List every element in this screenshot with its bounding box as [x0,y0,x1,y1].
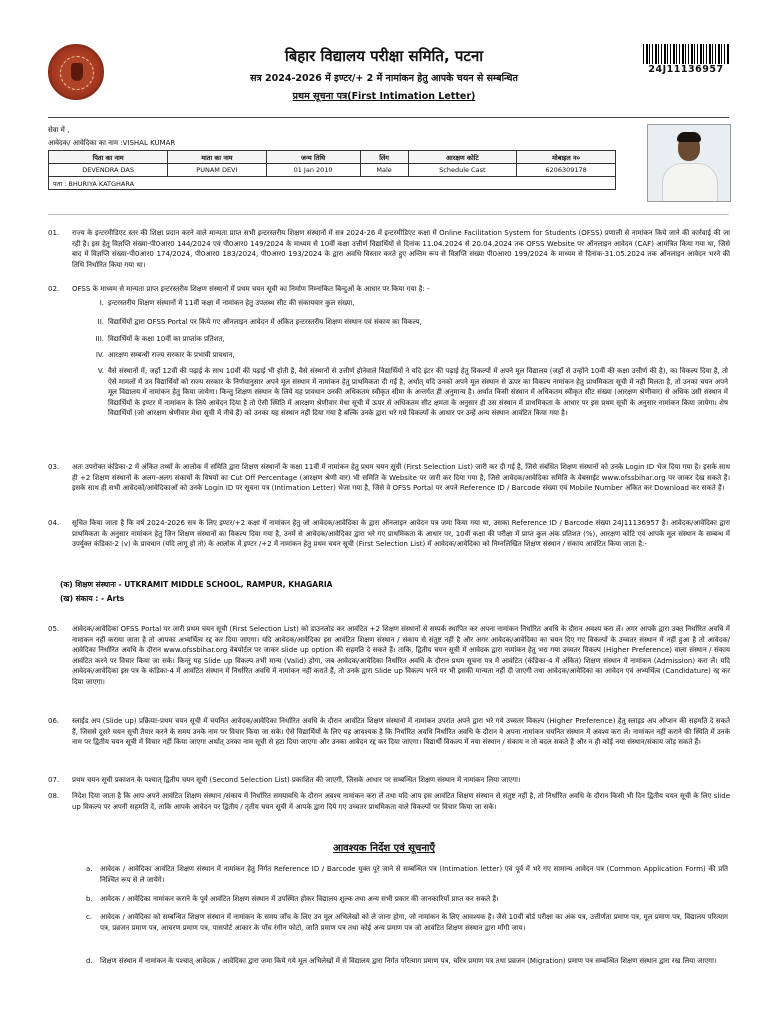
info-header-cell: मोबाइल न० [517,151,616,164]
sub-point-1 [99,298,728,309]
father-name: DEVENDRA DAS [49,164,168,177]
sub-point-number: IV. [95,351,104,359]
instruction-c [86,912,728,933]
paragraph-number: 03. [48,463,60,471]
photo-shirt [662,163,718,202]
paragraph-number: 07. [48,776,60,784]
instruction-number: d. [86,957,93,965]
paragraph-number: 02. [48,285,60,293]
address: पता : BHURIYA KATGHARA [49,177,616,190]
instruction-number: c. [86,913,93,921]
faculty-value: Arts [106,594,125,603]
reservation-category: Schedule Cast [408,164,517,177]
sub-point-5 [97,366,728,419]
allotted-faculty [60,594,124,604]
paragraph-text: OFSS के माध्यम से मान्यता प्राप्त इन्टरस्तरीय शिक्षण संस्थानों में प्रथम चयन सूची का निर्माण निम्नांकित बिन्दुओं के आधार पर किया गया है: - [72,285,430,293]
instruction-text: शिक्षण संस्थान में नामांकन के पश्चात् आवेदक / आवेदिका द्वारा जमा किये गये मूल अभिलेखों में से विद्यालय द्वारा निर्गत परित्याग प्रमाण पत्र, चरित्र प्रमाण पत्र तथा प्रव्रजन (Migration) प्रमाण पत्र सम्बन्धित शिक्षण संस्थान द्वारा रख लिया जाएगा। [100,957,717,965]
applicant-photo [647,124,731,202]
school-value: UTKRAMIT MIDDLE SCHOOL, RAMPUR, KHAGARIA [124,580,333,589]
letter-title: प्रथम सूचना पत्र(First Intimation Letter) [292,91,476,102]
instruction-number: a. [86,865,93,873]
paragraph-number: 06. [48,717,60,725]
instruction-a [86,864,728,885]
sub-point-2 [97,317,728,328]
paragraph-text: सूचित किया जाता है कि वर्ष 2024-2026 सत्र के लिए इण्टर/+2 कक्षा में नामांकन हेतु जो आवेदक/आवेदिका के द्वारा ऑनलाइन आवेदन पत्र जमा किया गया था, उसका Reference ID / Barcode संख्या 24J11136957 है। आवेदक/आवेदिका द्वारा प्राथमिकता के अनुसार नामांकन हेतु जिन शिक्षण संस्थानों का विकल्प दिया गया है, उनमें से आवेदक/आवेदिका द्वारा भरे गए प्राथमिकता के आधार पर, 10वीं कक्षा की परीक्षा में प्राप्त कुल अंक प्रतिशत (%), आरक्षण कोटि एवं आपके मूल संस्थान के सम्बन्ध में उपर्युक्त कंडिका-2 (v) के प्रावधान (यदि लागू हो तो) के आलोक में इण्टर /+2 में नामांकन हेतु प्रथम चयन सूची (First Selection List) में आवेदक/आवेदिका को निम्नलिखित शिक्षण संस्थान / संकाय आवंटित किया जाता है:- [72,519,730,548]
date-of-birth: 01 Jan 2010 [266,164,360,177]
sub-point-text: आरक्षण सम्बन्धी राज्य सरकार के प्रभावी प्रावधान, [108,351,235,359]
sub-point-number: V. [97,367,104,375]
sub-point-text: इन्टरस्तरीय शिक्षण संस्थानों में 11वीं कक्षा में नामांकन हेतु उपलब्ध सीट की संकायवार कुल संख्या, [108,299,355,307]
paragraph-number: 05. [48,625,60,633]
sub-point-number: III. [95,335,104,343]
sub-point-3 [95,334,728,345]
mobile-number: 6206309178 [517,164,616,177]
salutation: सेवा में , [48,126,70,134]
info-header-cell: जन्म तिथि [266,151,360,164]
faculty-label: (ख) संकाय : - [60,594,105,603]
info-header-cell: पिता का नाम [49,151,168,164]
info-value-row [49,164,616,177]
paragraph-03 [48,462,730,494]
applicant-info-table [48,150,616,190]
instruction-text: आवेदक / आवेदिका को सम्बन्धित शिक्षण संस्थान में नामांकन के समय जाँच के लिए उन मूल अभिलेखों को ले जाना होगा, जो नामांकन के लिए आवश्यक है। जैसे 10वीं बोर्ड परीक्षा का अंक पत्र, उत्तीर्णता प्रमाण पत्र, मूल प्रमाण पत्र, विद्यालय परित्याग पत्र, प्रव्रजन प्रमाण पत्र, आचरण प्रमाण पत्र, पासपोर्ट आकार के पाँच रंगीन फोटो, जाति प्रमाण पत्र तथा कोई अन्य प्रमाण पत्र जो आवंटित शिक्षण संस्थान द्वारा माँगी जाय। [100,913,728,932]
gender: Male [360,164,408,177]
photo-hair [677,132,701,142]
allotted-school [60,580,332,590]
paragraph-text: राज्य के इन्टरमीडिएट स्तर की शिक्षा प्रदान करने वाले मान्यता प्राप्त सभी इन्टरस्तरीय शिक्षण संस्थानों में सत्र 2024-26 में इन्टरमीडिएट कक्षा में Online Facilitation System for Students (OFSS) प्रणाली से नामांकन किये जाने की कार्रवाई की जा रही है। इस हेतु विज्ञप्ति संख्या-पी0आर0 144/2024 एवं पी0आर0 149/2024 के माध्यम से 10वीं कक्षा उत्तीर्ण विद्यार्थियों से दिनांक 11.04.2024 से 20.04.2024 तक OFSS Website पर ऑनलाइन आवेदन (CAF) आमंत्रित किया गया था, जिसे बाद में विज्ञप्ति संख्या-पी0आर0 174/2024, पी0आर0 183/2024, पी0आर0 193/2024 के द्वारा अवधि विस्तार करते हुए अन्तिम रूप से विज्ञप्ति संख्या पी0आर0 199/2024 के माध्यम से दिनांक-31.05.2024 तक ऑनलाइन आवेदन भरने की तिथि निर्धारित किया गया था। [72,229,730,269]
info-divider [48,214,729,215]
school-label: (क) शिक्षण संस्थानः - [60,580,122,589]
instruction-number: b. [86,895,93,903]
paragraph-number: 01. [48,229,60,237]
letter-subtitle: सत्र 2024-2026 में इण्टर/+ 2 में नामांकन हेतु आपके चयन से सम्बन्धित [250,73,518,84]
sub-point-text: विद्यार्थियों द्वारा OFSS Portal पर किये गए ऑनलाइन आवेदन में अंकित इन्टरस्तरीय शिक्षण संस्थान एवं संकाय का विकल्प, [108,318,422,326]
info-header-row [49,151,616,164]
paragraph-08 [48,791,730,812]
instructions-title: आवश्यक निर्देश एवं सूचनाएँ [332,843,436,854]
paragraph-number: 04. [48,519,60,527]
info-header-cell: माता का नाम [168,151,266,164]
sub-point-text: वैसे संस्थानों में, जहाँ 12वीं की पढ़ाई के साथ 10वीं की पढ़ाई भी होती है, वैसे संस्थानों से उत्तीर्ण होनेवाले विद्यार्थियों ने यदि इंटर की पढ़ाई हेतु विकल्पों में अपने मूल विद्यालय (जहाँ से उन्होंने 10वीं की कक्षा उत्तीर्ण की है), का विकल्प दिया है, तो ऐसे मामलों में उन विद्यार्थियों को राज्य सरकार के निर्णयानुसार अपने मूल संस्थान में नामांकन हेतु प्राथमिकता दी गई है, अर्थात् यदि उनको अपने मूल संस्थान से ऊपर का विकल्प नामांकन हेतु प्राथमिकता सूची में नहीं मिलता है, तो उनका चयन अपने मूल विद्यालय में नामांकन हेतु किया जायेगा। किन्तु शिक्षण संस्थान के लिये यह प्रावधान उनकी अधिकतम स्वीकृत सीमा के अन्तर्गत ही अनुमान्य है। अर्थात किसी संस्थान में अधिकतम स्वीकृत सीट संख्या (आरक्षण श्रेणीवार) से अधिक उसी संस्थान में विद्यार्थियों के इण्टर में नामांकन के लिये आवेदन दिया है तो ऐसी स्थिति में आरक्षण श्रेणीवार मेधा सूची में ऊपर से अधिकतम सीट क्षमता के अनुसार ही उस संस्थान में प्राथमिकता के आधार पर इस प्रथम सूची के अनुसार नामांकन किया जायेगा। शेष विद्यार्थियों (जो आरक्षण श्रेणीवार मेधा सूची में नीचे हैं) को उनका यह संस्थान नहीं दिया गया है बल्कि उनके द्वारा भरे गये विकल्पों के आधार पर उन्हें अन्य संस्थान आवंटित किया गया है। [108,367,728,417]
paragraph-text: अतः उपरोक्त कंडिका-2 में अंकित तथ्यों के आलोक में समिति द्वारा शिक्षण संस्थानों के कक्षा 11वीं में नामांकन हेतु प्रथम चयन सूची (First Selection List) जारी कर दी गई है, जिसे संबंधित शिक्षण संस्थानों को उनके Login ID भेज दिया गया है। इसके साथ ही +2 शिक्षण संस्थानों के अलग-अलग संकायों के विषयों का Cut Off Percentage (आरक्षण श्रेणी वार) भी समिति के Website पर जारी कर दिया गया है, जिसे आवेदक/आवेदिका समिति के वेबसाईट www.ofssbihar.org पर जाकर देख सकते हैं। इसके साथ ही सभी आवेदकों/आवेदिकाओं को उनके Login ID पर सूचना पत्र (Intimation Letter) भेजा गया है, जिसे वे OFSS Portal पर अपने Reference ID / Barcode संख्या एवं Mobile Number अंकित कर Download कर सकते हैं। [72,463,730,492]
paragraph-07 [48,775,730,786]
sub-point-text: विद्यार्थियों के कक्षा 10वीं का प्राप्तांक प्रतिशत, [108,335,225,343]
info-address-row [49,177,616,190]
paragraph-text: प्रथम चयन सूची प्रकाशन के पश्चात् द्वितीय चयन सूची (Second Selection List) प्रकाशित की जाएगी, जिसके आधार पर सम्बन्धित शिक्षण संस्थान में नामांकन लिया जाएगा। [72,776,521,784]
mother-name: PUNAM DEVI [168,164,266,177]
sub-point-number: II. [97,318,104,326]
header-divider [48,117,729,118]
info-header-cell: आरक्षण कोटि [408,151,517,164]
paragraph-04 [48,518,730,550]
sub-point-4 [95,350,728,361]
instruction-d [86,956,728,967]
sub-point-number: I. [99,299,104,307]
instruction-text: आवेदक / आवेदिका नामांकन कराने के पूर्व आवंटित शिक्षण संस्थान में उपस्थित होकर विद्यालय शुल्क तथा अन्य सभी प्रकार की जानकारियाँ प्राप्त कर सकते हैं। [100,895,499,903]
paragraph-text: निदेश दिया जाता है कि आप अपने आवंटित शिक्षण संस्थान /संकाय में निर्धारित समयावधि के दौरान अवश्य नामांकन करा लें तथा यदि आप इस आवंटित शिक्षण संस्थान से संतुष्ट नहीं है, तो निर्धारित अवधि के दौरान किसी भी दिन द्वितीय चयन सूची के लिए slide up विकल्प पर अपनी सहमति दें, ताकि आपके आवेदन पर द्वितीय / तृतीय चयन सूची में आपके द्वारा दिये गए उच्चतर प्राथमिकता वाले विकल्पों पर विचार किया जा सके। [72,792,730,811]
info-header-cell: लिंग [360,151,408,164]
paragraph-number: 08. [48,792,60,800]
instruction-text: आवेदक / आवेदिका आवंटित शिक्षण संस्थान में नामांकन हेतु निर्गत Reference ID / Barcode युक्त पूरे जाने से सम्बन्धित पत्र (Intimation letter) एवं पूर्व में भरे गए सामान्य आवेदन पत्र (Common Application Form) की प्रति निश्चित रूप से ले जायेंगे। [100,865,728,884]
applicant-name: आवेदक/ आवेदिका का नाम :VISHAL KUMAR [48,139,176,147]
reference-number: 24J11136957 [648,64,724,75]
paragraph-06 [48,716,730,748]
board-title: बिहार विद्यालय परीक्षा समिति, पटना [284,47,484,65]
paragraph-01 [48,228,730,270]
paragraph-text: स्लाईड अप (Slide up) प्रक्रियाः-प्रथम चयन सूची में चयनित आवेदक/आवेदिका निर्धारित अवधि के दौरान आवंटित शिक्षण संस्थानों में नामांकन उपरांत अपने द्वारा भरे गये उच्चतर विकल्प (Higher Preference) हेतु स्लाइड अप ऑप्शन की सहमति दे सकते हैं, जिससे दूसरे चयन सूची तैयार करने के समय उनके नाम पर विचार किया जा सके। ऐसे विद्यार्थियों के लिए यह आवश्यक है कि निर्धारित अवधि निर्धारित अवधि के दौरान वे अपना नामांकन चयनित संस्थान में अवश्य करा लें। नामांकन नहीं कराने की स्थिति में उनके नाम पर द्वितीय चयन सूची में विचार नहीं किया जाएगा अर्थात् उनका नाम सूची से हटा दिया जाएगा और उनका आवेदन रद्द कर दिया जाएगा। विद्यार्थी विकल्प में नया संस्थान / संकाय न तो बदल सकते हैं और न ही कोई नया संस्थान/संकाय जोड़ सकते हैं। [72,717,730,746]
paragraph-02 [48,284,730,295]
paragraph-text: आवेदक/आवेदिका OFSS Portal पर जारी प्रथम चयन सूची (First Selection List) को डाउनलोड कर आवंटित +2 शिक्षण संस्थानों से सम्पर्क स्थापित कर अपना नामांकन निर्धारित अवधि के दौरान अवश्य करा लें। अगर आपके द्वारा उक्त निर्धारित अवधि में नामांकन नहीं कराया जाता है तो आपका अभ्यर्थित्व रद्द कर दिया जाएगा। यदि आवेदक/आवेदिका इस आवंटित शिक्षण संस्थान / संकाय से संतुष्ट नहीं है और अगर आवेदक/आवेदिका का चयन दिए गए विकल्पों के उच्चतर संस्थान में नहीं हुआ है तो आवेदक/आवेदिका निर्धारित अवधि के दौरान www.ofssbihar.org वेबपोर्टल पर जाकर slide up option की सहमति दे सकते हैं। ताकि, द्वितीय चयन सूची में आवेदक द्वारा नामांकन हेतु भरा गया उच्चतर विकल्प (Higher Preference) वाला संस्थान / संकाय आवंटित करने पर विचार किया जा सके। किन्तु यह Slide up विकल्प तभी मान्य (Valid) होगा, जब आवेदक/आवेदिका निर्धारित अवधि के दौरान प्रथम सूचना पत्र में आवंटित (कंडिका-4 में अंकित) शिक्षण संस्थान में नामांकन (Admission) करा लें। यदि आवेदक/आवेदिका इस पत्र के कंडिका-4 में आवंटित संस्थान में निर्धारित अवधि में नामांकन नहीं कराते हैं, तो उनके द्वारा Slide up विकल्प भरने पर भी इसकी मान्यता नहीं दी जाएगी तथा आवेदक/आवेदिका का आवेदन एवं अभ्यर्थित्व (Candidature) रद्द कर दिया जाएगा। [72,625,730,686]
instruction-b [86,894,728,905]
barcode-image [643,44,729,64]
paragraph-05 [48,624,730,687]
